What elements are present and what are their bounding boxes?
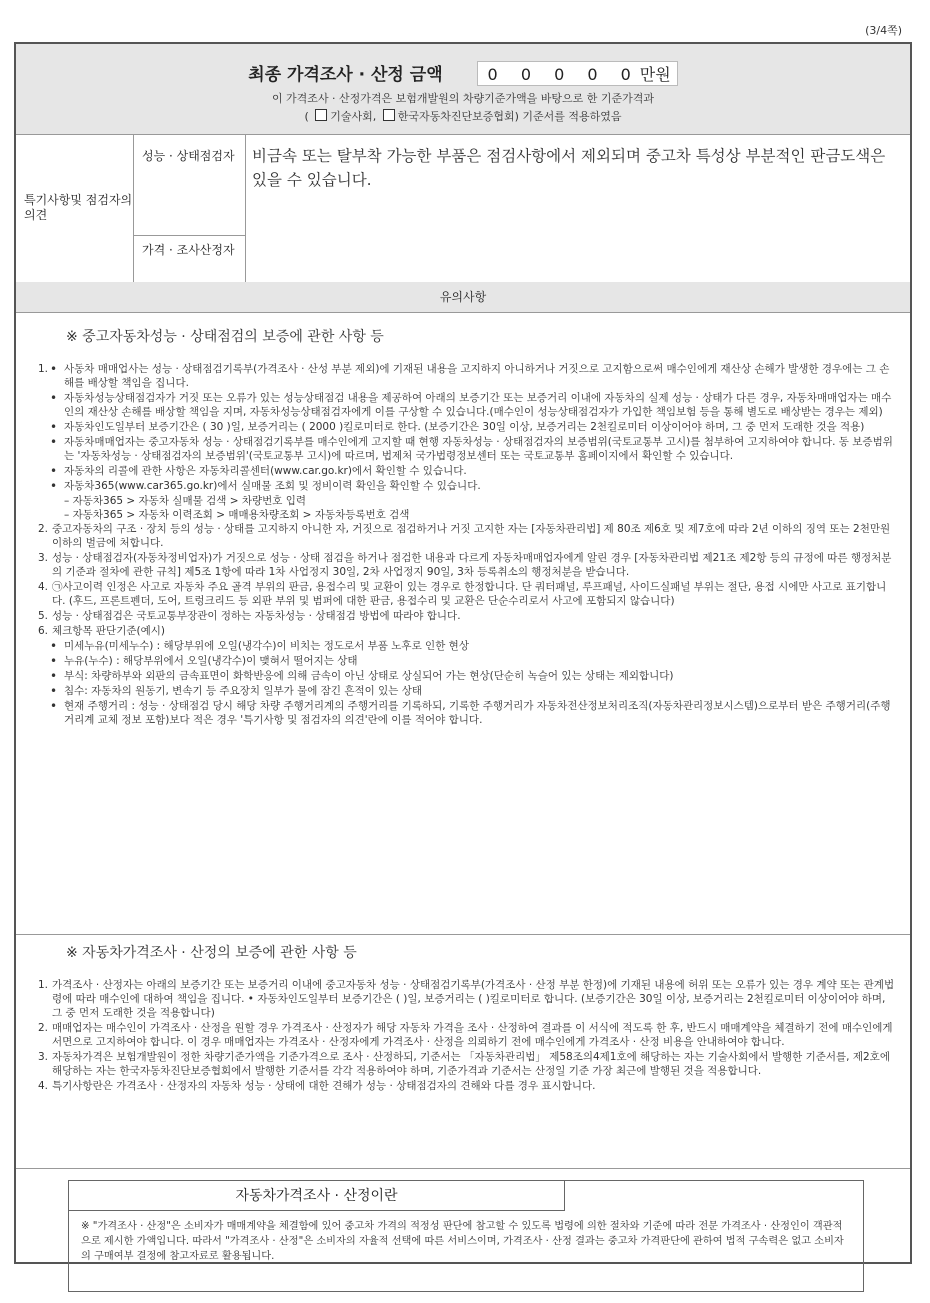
section2-title: ※ 자동차가격조사 · 산정의 보증에 관한 사항 등 <box>66 945 357 961</box>
list-item: • 1. 사동차 매매업사는 성능 · 상태점검기록부(가격조사 · 산성 부분 제외)에 기재된 내용을 고지하지 아니하거나 거짓으로 고지함으로써 매수인에게 재산상 손해가 발생한 경우에는 그 손해를 배상할 책임을 집니다. <box>38 362 898 390</box>
list-item: 3. 성능 · 상태점검자(자동차정비업자)가 거짓으로 성능 · 상태 점검을 하거나 점검한 내용과 다르게 자동차매매업자에게 알린 경우 [자동차관리법 제21조 제2항 등의 규정에 따른 행정처분의 기준과 절차에 관한 규칙] 제5조 1항에 따라 1차 사업정지 30일, 2차 사업정지 90일, 3차 등록취소의 행정처분을 받습니다. <box>38 552 892 578</box>
info-title: 자동차가격조사 · 산정이란 <box>69 1181 565 1211</box>
checkbox-diagnosis-association[interactable] <box>383 109 395 121</box>
page-number: (3/4쪽) <box>865 24 902 37</box>
list-item: 5. 성능 · 상태점검은 국토교통부장관이 정하는 자동차성능 · 상태점검 방법에 따라야 합니다. <box>38 610 461 622</box>
opinion-label: 특기사항및 점검자의 의견 <box>16 134 134 282</box>
price-description: 이 가격조사 · 산정가격은 보험개발원의 차량기준가액을 바탕으로 한 기준가격과 <box>271 92 655 105</box>
price-standard-row <box>16 108 910 124</box>
list-item: 2. 중고자동차의 구조 · 장치 등의 성능 · 상태를 고지하지 아니한 자, 거짓으로 점검하거나 거짓 고지한 자는 [자동차관리법] 제 80조 제6호 및 제7호에 따라 2년 이하의 징역 또는 2천만원 이하의 벌금에 처합니다. <box>38 523 891 549</box>
price-amount: 0 0 0 0 0 <box>487 65 640 84</box>
checkbox-engineers-society[interactable] <box>315 109 327 121</box>
document-frame <box>14 42 912 1264</box>
list-item: • 자동차매매업자는 중고자동차 성능 · 상태점검기록부를 매수인에게 고지할 때 현행 자동차성능 · 상태점검자의 보증범위(국토교통부 고시)를 첨부하여 고지하여야 합니다. 동 보증범위는 '자동차성능 · 상태점검자의 보증범위'(국토교통부 고시)에 따르며, 법제처 국가법령정보센터 또는 국토교통부 홈페이지에서 확인할 수 있습니다. <box>38 435 898 463</box>
price-title-row <box>16 60 910 86</box>
check-criteria-item: • 현재 주행거리 : 성능 · 상태점검 당시 해당 차량 주행거리계의 주행거리를 기록하되, 기록한 주행거리가 자동차전산정보처리조직(자동차관리정보시스템)으로부터 받은 주행거리(주행거리계 교체 정보 포함)보다 적은 경우 '특기사항 및 점검자의 의견'란에 이를 적어야 합니다. <box>38 699 898 727</box>
list-item: 6. 체크항목 판단기준(예시) <box>38 625 165 637</box>
section1-title: ※ 중고자동차성능 · 상태점검의 보증에 관한 사항 등 <box>66 329 384 345</box>
list-item: • 자동차365(www.car365.go.kr)에서 실매물 조회 및 정비이력 확인을 확인할 수 있습니다. <box>38 479 898 493</box>
notes-header: 유의사항 <box>16 282 910 313</box>
list-item: 2. 매매업자는 매수인이 가격조사 · 산정을 원할 경우 가격조사 · 산정자가 해당 자동차 가격을 조사 · 산정하여 결과를 이 서식에 적도록 한 후, 반드시 매매계약을 체결하기 전에 매수인에게 서면으로 고지하여야 합니다. 이 경우 매매업자는 가격조사 · 산정자에게 가격조사 · 산정을 의뢰하기 전에 매수인에게 가격조사 · 산정 비용을 안내하여야 합니다. <box>38 1022 893 1048</box>
list-item: 4. 특기사항란은 가격조사 · 산정자의 자동차 성능 · 상태에 대한 견해가 성능 · 상태점검자의 견해와 다를 경우 표시합니다. <box>38 1080 596 1092</box>
list-item: 1. 가격조사 · 산정자는 아래의 보증기간 또는 보증거리 이내에 중고자동차 성능 · 상태점검기록부(가격조사 · 산정 부분 한정)에 기재된 내용에 허위 또는 오류가 있는 경우 계약 또는 관계법령에 따라 매수인에 대하여 책임을 집니다. • 자동차인도일부터 보증기간은 ( )일, 보증거리는 ( )킬로미터로 합니다. (보증기간은 30일 이상, 보증거리는 2천킬로미터 이상이어야 하며, 그 중 먼저 도래한 것을 적용합니다) <box>38 979 895 1019</box>
price-amount-box <box>477 61 678 86</box>
price-unit: 만원 <box>639 65 671 84</box>
list-item: 4. ㉠사고이력 인정은 사고로 자동차 주요 골격 부위의 판금, 용접수리 및 교환이 있는 경우로 한정합니다. 단 쿼터패널, 루프패널, 사이드실패널 부위는 절단, 용접 시에만 사고로 표기합니다. (후드, 프론트펜더, 도어, 트렁크리드 등 외판 부위 및 범퍼에 대한 판금, 용접수리 및 교환은 단순수리로서 사고에 포함되지 않습니다) <box>38 581 887 607</box>
check-criteria-item: • 누유(누수) : 해당부위에서 오일(냉각수)이 맺혀서 떨어지는 상태 <box>38 654 898 668</box>
open-paren: ( <box>304 110 309 123</box>
price-header <box>16 44 910 135</box>
performance-inspector-opinion: 비금속 또는 탈부착 가능한 부품은 점검사항에서 제외되며 중고차 특성상 부분적인 판금도색은 있을 수 있습니다. <box>252 147 886 189</box>
list-subitem: – 자동차365 > 자동차 실매물 검색 > 차량번호 입력 <box>64 495 307 507</box>
divider <box>16 934 910 935</box>
info-box <box>68 1180 864 1292</box>
list-item: • 자동차의 리콜에 관한 사항은 자동차리콜센터(www.car.go.kr)에서 확인할 수 있습니다. <box>38 464 898 478</box>
list-item: • 자동차인도일부터 보증기간은 ( 30 )일, 보증거리는 ( 2000 )킬로미터로 한다. (보증기간은 30일 이상, 보증거리는 2천킬로미터 이상이어야 하며, 그 중 먼저 도래한 것을 적용) <box>38 420 898 434</box>
opinion-table <box>16 134 910 283</box>
section1-list <box>38 362 898 728</box>
section2-list <box>38 978 898 1094</box>
option-engineers-society: 기술사회, <box>330 110 377 123</box>
info-text: ※ "가격조사 · 산정"은 소비자가 매매계약을 체결함에 있어 중고차 가격의 적정성 판단에 참고할 수 있도록 법령에 의한 절차와 기준에 따라 전문 가격조사 · 산정인이 객관적으로 제시한 가액입니다. 따라서 "가격조사 · 산정"은 소비자의 자율적 선택에 따른 서비스이며, 가격조사 · 산정 결과는 중고차 가격판단에 관하여 법적 구속력은 없고 소비자의 구매여부 결정에 참고자료로 활용됩니다. <box>81 1221 844 1262</box>
check-criteria-item: • 침수: 자동차의 원동기, 변속기 등 주요장치 일부가 물에 잠긴 흔적이 있는 상태 <box>38 684 898 698</box>
divider <box>16 1168 910 1169</box>
check-criteria-item: • 부식: 차량하부와 외판의 금속표면이 화학반응에 의해 금속이 아닌 상태로 상실되어 가는 현상(단순히 녹슬어 있는 상태는 제외합니다) <box>38 669 898 683</box>
list-subitem: – 자동차365 > 자동차 이력조회 > 매매용차량조회 > 자동차등록번호 검색 <box>64 509 410 521</box>
list-item: 3. 자동차가격은 보험개발원이 정한 차량기준가액을 기준가격으로 조사 · 산정하되, 기준서는 「자동차관리법」 제58조의4제1호에 해당하는 자는 기술사회에서 발행한 기준서를, 제2호에 해당하는 자는 한국자동차진단보증협회에서 발행한 기준서를 각각 적용하여야 하며, 기준가격과 기준서는 산정일 기준 가장 최근에 발행된 것을 적용합니다. <box>38 1051 890 1077</box>
price-inspector-label: 가격 · 조사산정자 <box>134 236 246 282</box>
performance-inspector-label: 성능 · 상태점검자 <box>134 134 246 236</box>
option-diagnosis-association: 한국자동차진단보증협회) 기준서를 적용하였음 <box>397 110 622 123</box>
check-criteria-item: • 미세누유(미세누수) : 해당부위에 오일(냉각수)이 비치는 정도로서 부품 노후로 인한 현상 <box>38 639 898 653</box>
list-item: • 자동차성능상태점검자가 거짓 또는 오류가 있는 성능상태점검 내용을 제공하여 아래의 보증기간 또는 보증거리 이내에 자동차의 실제 성능 · 상태가 다른 경우, 자동차매매업자는 매수인의 재산상 손해를 배상할 책임을 지며, 자동차성능상태점검자에게 이를 구상할 수 있습니다.(매수인이 성능상태점검자가 가입한 책임보험 등을 통해 별도로 배상받는 경우는 제외) <box>38 391 898 419</box>
price-title: 최종 가격조사 · 산정 금액 <box>248 65 443 85</box>
